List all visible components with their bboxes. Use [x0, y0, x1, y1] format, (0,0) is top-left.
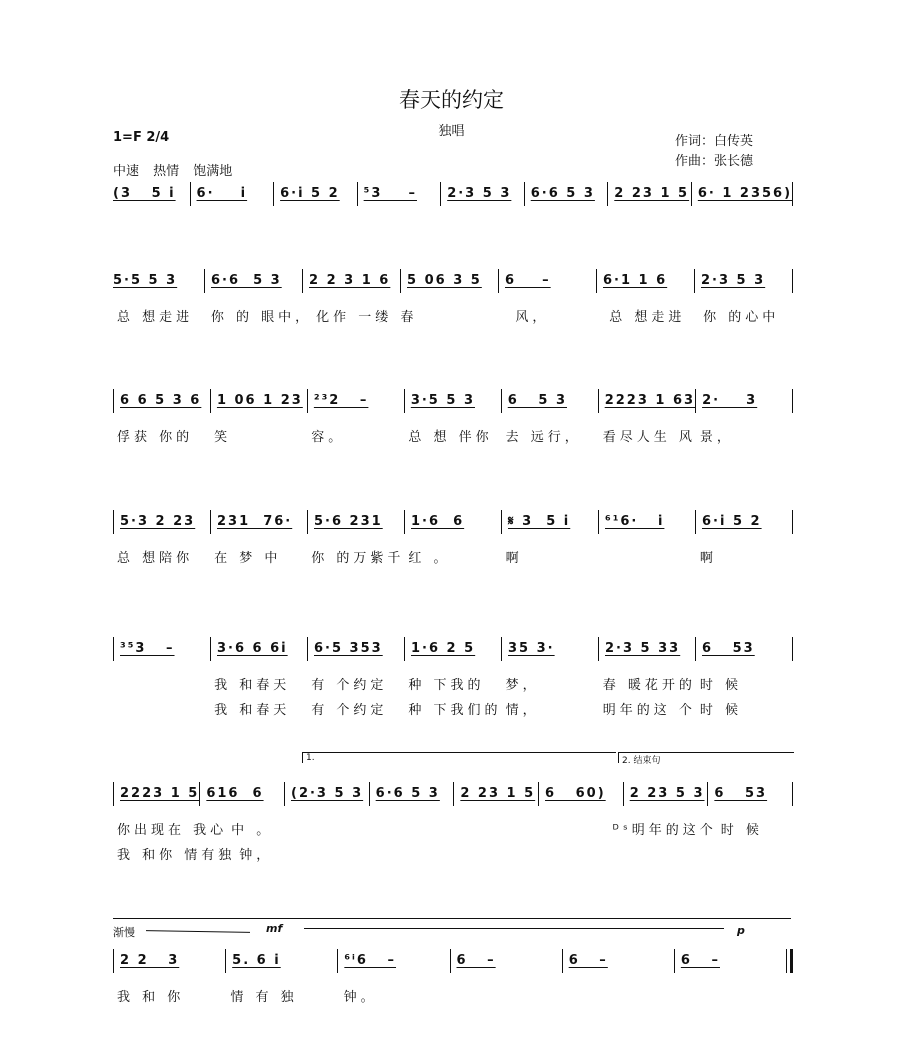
staff-line	[113, 509, 793, 535]
lyric-segment	[554, 844, 634, 863]
lyric-line	[113, 699, 793, 718]
staff-system	[113, 268, 793, 325]
measure: 35 3·	[501, 637, 598, 661]
lyric-segment: 中 。	[231, 823, 274, 838]
lyric-segment: 总 想陪你	[117, 551, 194, 566]
crescendo-hairpin	[146, 930, 250, 933]
staff-system	[113, 509, 793, 566]
volta-2: 2. 结束句	[618, 752, 794, 763]
lyric-segment: 时 候	[720, 823, 763, 838]
lyricist: 作词：白传英	[675, 134, 754, 149]
lyric-segment: 情 有 独	[230, 990, 298, 1005]
measure: 6 6 5 3 6	[113, 389, 210, 413]
diminuendo-hairpin	[304, 928, 724, 929]
lyric-segment: 你出现在 我心	[117, 823, 228, 838]
measure: 2 23 1 5	[453, 782, 538, 806]
measure: 1·6 6	[404, 510, 501, 534]
lyric-segment: 在 梦 中	[214, 551, 282, 566]
lyric-segment	[456, 819, 532, 838]
measure: 5·5 5 3	[113, 273, 178, 288]
lyric-segment: 化作 一缕 春	[316, 310, 418, 325]
lyric-segment: 总 想走进	[117, 310, 194, 325]
measure: 2 23 1 5	[607, 182, 691, 206]
staff-line	[113, 636, 793, 662]
lyric-segment: 你 的 眼中，	[210, 310, 313, 325]
tempo-marking: 中速 热情 饱满地	[113, 164, 233, 179]
lyric-line	[113, 819, 793, 838]
staff-line	[113, 181, 793, 207]
staff-line	[113, 781, 793, 807]
measure: ⁶¹6· i̇	[598, 510, 695, 534]
staff-line	[113, 948, 793, 974]
measure: 2·3 5 3	[694, 269, 792, 293]
measure: 5. 6 i̇	[225, 949, 337, 973]
lyric-segment: 容。	[311, 430, 346, 445]
measure: 2 2 3	[113, 949, 225, 973]
measure: ⁵3 –	[357, 182, 441, 206]
staff-line	[113, 388, 793, 414]
lyric-segment: 钟，	[239, 848, 274, 863]
lyric-line	[113, 547, 793, 566]
lyric-segment: 总 想走进	[609, 310, 686, 325]
measure: 6 –	[674, 949, 786, 973]
measure: 6·6 5 3	[204, 269, 302, 293]
measure: (2·3 5 3	[284, 782, 369, 806]
measure: 616 6	[199, 782, 284, 806]
volta-1: 1.	[302, 752, 616, 763]
lyric-segment: 我 和春天	[214, 703, 291, 718]
page-title: 春天的约定	[399, 88, 504, 112]
measure: ²³2 –	[307, 389, 404, 413]
measure: 2223 1 63	[598, 389, 695, 413]
lyric-segment: 我 和春天	[214, 678, 291, 693]
measure: 2·3 5 33	[598, 637, 695, 661]
barline	[792, 389, 793, 413]
lyric-segment: 去 远行，	[505, 430, 582, 445]
lyric-segment: 红 。	[408, 551, 451, 566]
lyric-segment	[599, 547, 696, 566]
measure: 2 2 3 1 6	[302, 269, 400, 293]
lyric-segment: 你 的心中	[703, 310, 780, 325]
staff-system	[113, 636, 793, 718]
measure: ⁶ⁱ6 –	[337, 949, 449, 973]
lyric-segment: 啊	[699, 551, 717, 566]
lyric-segment	[380, 819, 456, 838]
lyric-segment: 有 个约定	[311, 678, 388, 693]
measure: 6 60)	[538, 782, 623, 806]
measure: 6 53	[707, 782, 792, 806]
lyric-segment	[453, 986, 566, 1005]
lyric-line	[113, 426, 793, 445]
measure: 1 06 1 23	[210, 389, 307, 413]
measure: 3·6 6 6i̇	[210, 637, 307, 661]
lyric-line	[113, 986, 793, 1005]
lyric-segment: 时 候	[699, 678, 742, 693]
lyric-segment	[113, 699, 210, 718]
barline	[792, 269, 793, 293]
lyric-segment: 春 暖花开的	[602, 678, 696, 693]
measure: 2223 1 5	[113, 782, 199, 806]
lyric-segment: 总 想 伴你	[408, 430, 493, 445]
lyric-segment	[113, 674, 210, 693]
lyric-line	[113, 844, 793, 863]
measure: ³⁵3 –	[113, 637, 210, 661]
lyric-segment	[713, 844, 793, 863]
subtitle: 独唱	[438, 124, 465, 139]
bracket-line	[113, 918, 791, 919]
lyric-segment: 情，	[505, 703, 540, 718]
measure: 2· 3	[695, 389, 792, 413]
lyric-segment: 有 个约定	[311, 703, 388, 718]
dynamic-p: p	[737, 924, 745, 937]
lyric-segment: ᴰˢ明年的这个	[612, 823, 717, 838]
staff-system	[113, 181, 793, 207]
dynamic-mf: mf	[266, 922, 283, 935]
measure: 5 06 3 5	[400, 269, 498, 293]
key-signature: 1=F 2/4	[113, 130, 170, 145]
barline	[792, 510, 793, 534]
lyric-segment: 钟。	[343, 990, 378, 1005]
measure: (3 5 i̇	[113, 186, 176, 201]
barline	[792, 182, 793, 206]
final-barline	[786, 949, 793, 973]
lyric-segment	[634, 844, 714, 863]
measure: 6 –	[498, 269, 596, 293]
measure: 5·3 2 23	[113, 510, 210, 534]
lyric-segment: 种 下我们的	[408, 703, 502, 718]
measure: 2·3 5 3	[440, 182, 524, 206]
lyric-segment: 时 候	[699, 703, 742, 718]
lyric-segment	[417, 306, 511, 325]
measure: 6·1 1 6	[596, 269, 694, 293]
staff-system	[113, 948, 793, 1005]
lyric-segment: 梦，	[505, 678, 540, 693]
barline	[792, 637, 793, 661]
measure: 6 –	[562, 949, 674, 973]
measure: 6· 1 2356)	[691, 182, 792, 206]
lyric-segment: 风，	[515, 310, 550, 325]
measure: 6·i̇ 5 2	[273, 182, 357, 206]
lyric-segment	[532, 819, 608, 838]
lyric-segment: 景，	[699, 430, 734, 445]
lyric-segment	[315, 844, 395, 863]
lyric-line	[113, 306, 793, 325]
staff-system	[113, 781, 793, 863]
lyric-segment: 我 和你 情有独	[117, 848, 236, 863]
staff-line	[113, 268, 793, 294]
measure: 6 5 3	[501, 389, 598, 413]
measure: 2 23 5 3	[623, 782, 708, 806]
measure: 3·5 5 3	[404, 389, 501, 413]
lyric-segment: 我 和 你	[117, 990, 185, 1005]
lyric-segment: 明年的这 个	[602, 703, 696, 718]
measure: 5·6 231	[307, 510, 404, 534]
measure: 231 76·	[210, 510, 307, 534]
lyric-segment	[474, 844, 554, 863]
lyric-line	[113, 674, 793, 693]
lyric-segment: 看尽人生 风	[602, 430, 696, 445]
lyric-segment: 笑	[214, 430, 232, 445]
measure: 6·i̇ 5 2	[695, 510, 792, 534]
measure: 6·5 353	[307, 637, 404, 661]
measure: 6 –	[450, 949, 562, 973]
measure: 6 53	[695, 637, 792, 661]
lyric-segment: 你 的万紫千	[311, 551, 405, 566]
measure: 6·6 5 3	[369, 782, 454, 806]
measure: 𝄋 3 5 i̇	[501, 510, 598, 534]
composer: 作曲：张长德	[675, 154, 754, 169]
lyric-segment: 俘获 你的	[117, 430, 194, 445]
ritardando-marking: 渐慢	[113, 926, 135, 939]
measure: 6·6 5 3	[524, 182, 608, 206]
barline	[792, 782, 793, 806]
lyric-segment	[680, 986, 793, 1005]
measure: 6· i̇	[190, 182, 274, 206]
lyric-segment	[395, 844, 475, 863]
lyric-segment	[566, 986, 679, 1005]
staff-system	[113, 388, 793, 445]
lyric-segment: 种 下我的	[408, 678, 485, 693]
lyric-segment: 啊	[505, 551, 523, 566]
measure: 1·6 2 5	[404, 637, 501, 661]
lyric-segment	[303, 819, 379, 838]
